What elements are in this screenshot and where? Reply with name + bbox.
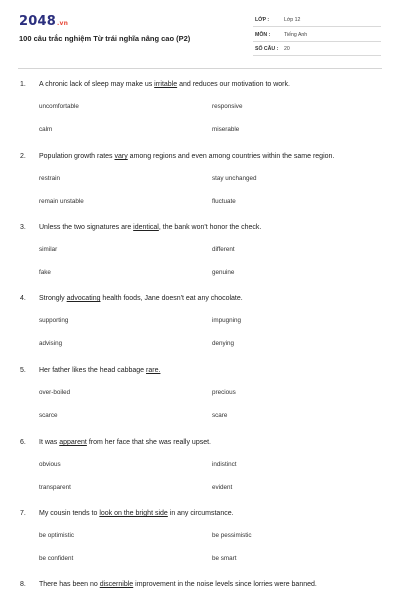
header-divider [18, 68, 382, 69]
logo-text: 2048 [19, 14, 56, 29]
stem-underlined-word: discernible [99, 581, 134, 588]
option-c[interactable]: advising [39, 340, 63, 347]
question-stem [20, 81, 290, 88]
option-d[interactable]: evident [212, 484, 233, 491]
document-title: 100 câu trắc nghiệm Từ trái nghĩa nâng cao (P2) [19, 34, 191, 43]
option-b[interactable]: different [212, 246, 235, 253]
question-number: 7. [20, 510, 26, 517]
question-number: 5. [20, 367, 26, 374]
question-number: 1. [20, 81, 26, 88]
meta-count-value: 20 [284, 46, 290, 52]
meta-subject-row [253, 29, 381, 42]
logo-suffix: .vn [56, 20, 69, 27]
option-a[interactable]: restrain [39, 175, 60, 182]
question-number: 6. [20, 439, 26, 446]
question-number: 3. [20, 224, 26, 231]
meta-class-value: Lớp 12 [284, 17, 301, 23]
question-number: 2. [20, 153, 26, 160]
option-a[interactable]: be optimistic [39, 532, 74, 539]
stem-after: , the bank won't honor the check. [158, 224, 262, 231]
option-c[interactable]: be confident [39, 555, 74, 562]
question-stem [20, 510, 234, 517]
page-header [0, 0, 400, 68]
option-c[interactable]: transparent [39, 484, 71, 491]
stem-before: Strongly [39, 295, 67, 302]
stem-after: improvement in the noise levels since lorries were banned. [133, 581, 317, 588]
option-d[interactable]: be smart [212, 555, 237, 562]
stem-underlined-word: advocating [66, 295, 101, 302]
option-b[interactable]: impugning [212, 317, 242, 324]
stem-underlined-word: irritable [154, 81, 178, 88]
option-b[interactable]: responsive [212, 103, 243, 110]
stem-after: and reduces our motivation to work. [177, 81, 290, 88]
stem-before: Her father likes the head cabbage [39, 367, 147, 374]
stem-underlined-word: vary [114, 153, 128, 160]
question-number: 4. [20, 295, 26, 302]
option-b[interactable]: indistinct [212, 461, 237, 468]
option-d[interactable]: miserable [212, 126, 240, 133]
stem-before: My cousin tends to [39, 510, 100, 517]
meta-count-label: SỐ CÂU : [255, 46, 279, 52]
stem-before: Population growth rates [39, 153, 115, 160]
stem-after: in any circumstance. [167, 510, 234, 517]
option-a[interactable]: uncomfortable [39, 103, 79, 110]
question-stem [20, 224, 261, 231]
stem-underlined-word: rare. [146, 367, 161, 374]
option-d[interactable]: scare [212, 412, 228, 419]
option-a[interactable]: over-boiled [39, 389, 71, 396]
question-stem [20, 153, 334, 160]
stem-before: There has been no [39, 581, 100, 588]
meta-class-label: LỚP : [255, 17, 270, 23]
site-logo[interactable] [19, 14, 68, 29]
option-c[interactable]: scarce [39, 412, 58, 419]
option-d[interactable]: genuine [212, 269, 235, 276]
meta-count-row [253, 43, 381, 56]
option-d[interactable]: denying [212, 340, 235, 347]
stem-underlined-word: identical [133, 224, 159, 231]
option-a[interactable]: similar [39, 246, 58, 253]
stem-after: among regions and even among countries within the same region. [127, 153, 335, 160]
question-stem [20, 295, 243, 302]
stem-after: health foods, Jane doesn't eat any chocolate. [100, 295, 243, 302]
stem-before: A chronic lack of sleep may make us [39, 81, 155, 88]
meta-class-row [253, 14, 381, 27]
option-d[interactable]: fluctuate [212, 198, 236, 205]
question-stem [20, 439, 211, 446]
stem-before: It was [39, 439, 60, 446]
meta-subject-label: MÔN : [255, 32, 271, 38]
question-number: 8. [20, 581, 26, 588]
option-c[interactable]: calm [39, 126, 53, 133]
option-b[interactable]: stay unchanged [212, 175, 257, 182]
option-b[interactable]: be pessimistic [212, 532, 252, 539]
option-a[interactable]: supporting [39, 317, 69, 324]
option-c[interactable]: fake [39, 269, 51, 276]
stem-before: Unless the two signatures are [39, 224, 134, 231]
option-b[interactable]: precious [212, 389, 236, 396]
meta-subject-value: Tiếng Anh [284, 32, 308, 38]
question-stem [20, 581, 317, 588]
stem-after: from her face that she was really upset. [86, 439, 211, 446]
stem-underlined-word: apparent [59, 439, 87, 446]
option-c[interactable]: remain unstable [39, 198, 84, 205]
question-stem [20, 367, 160, 374]
stem-underlined-word: look on the bright side [99, 510, 168, 517]
option-a[interactable]: obvious [39, 461, 61, 468]
